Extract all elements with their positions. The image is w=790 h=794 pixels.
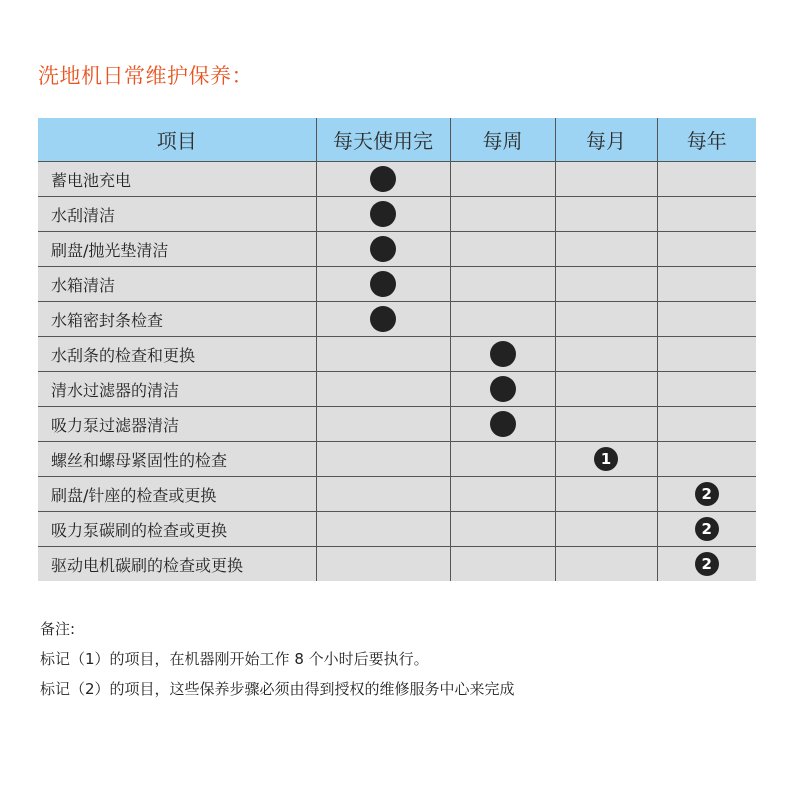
cell-weekly — [450, 477, 555, 512]
cell-yearly — [657, 267, 756, 302]
cell-daily — [316, 302, 450, 337]
table-row — [38, 442, 756, 477]
cell-daily — [316, 197, 450, 232]
table-row — [38, 372, 756, 407]
item-name: 刷盘/针座的检查或更换 — [38, 477, 316, 512]
cell-weekly — [450, 547, 555, 582]
table-row — [38, 337, 756, 372]
numbered-circle-icon: 2 — [695, 482, 719, 506]
cell-yearly — [657, 197, 756, 232]
header-yearly: 每年 — [657, 118, 756, 162]
notes-section — [40, 614, 515, 704]
cell-daily — [316, 407, 450, 442]
cell-weekly — [450, 372, 555, 407]
item-name: 吸力泵碳刷的检查或更换 — [38, 512, 316, 547]
cell-yearly — [657, 337, 756, 372]
cell-monthly — [555, 197, 657, 232]
cell-yearly — [657, 442, 756, 477]
cell-weekly — [450, 267, 555, 302]
cell-weekly — [450, 162, 555, 197]
table-row — [38, 407, 756, 442]
cell-yearly — [657, 547, 756, 582]
cell-yearly — [657, 372, 756, 407]
header-daily: 每天使用完 — [316, 118, 450, 162]
table-row — [38, 232, 756, 267]
table-body — [38, 162, 756, 582]
filled-circle-icon — [490, 411, 516, 437]
note-line-1: 标记（1）的项目，在机器刚开始工作 8 个小时后要执行。 — [40, 650, 429, 668]
table-row — [38, 267, 756, 302]
table-row — [38, 547, 756, 582]
table-row — [38, 302, 756, 337]
cell-yearly — [657, 232, 756, 267]
cell-yearly — [657, 407, 756, 442]
header-monthly: 每月 — [555, 118, 657, 162]
numbered-circle-icon: 2 — [695, 552, 719, 576]
item-name: 螺丝和螺母紧固性的检查 — [38, 442, 316, 477]
cell-daily — [316, 477, 450, 512]
cell-daily — [316, 267, 450, 302]
cell-daily — [316, 547, 450, 582]
page-title: 洗地机日常维护保养： — [38, 64, 253, 88]
cell-monthly — [555, 477, 657, 512]
table-row — [38, 197, 756, 232]
cell-monthly — [555, 302, 657, 337]
numbered-circle-icon: 2 — [695, 517, 719, 541]
filled-circle-icon — [490, 376, 516, 402]
header-item: 项目 — [38, 118, 316, 162]
table-row — [38, 477, 756, 512]
note-line-2: 标记（2）的项目，这些保养步骤必须由得到授权的维修服务中心来完成 — [40, 680, 515, 698]
item-name: 水刮条的检查和更换 — [38, 337, 316, 372]
cell-monthly — [555, 372, 657, 407]
cell-weekly — [450, 407, 555, 442]
table-header-row — [38, 118, 756, 162]
filled-circle-icon — [490, 341, 516, 367]
item-name: 蓄电池充电 — [38, 162, 316, 197]
header-weekly: 每周 — [450, 118, 555, 162]
notes-heading: 备注: — [40, 620, 76, 638]
cell-monthly — [555, 407, 657, 442]
cell-weekly — [450, 442, 555, 477]
cell-monthly — [555, 267, 657, 302]
cell-monthly — [555, 547, 657, 582]
cell-yearly — [657, 477, 756, 512]
numbered-circle-icon: 1 — [594, 447, 618, 471]
table-row — [38, 162, 756, 197]
filled-circle-icon — [370, 271, 396, 297]
item-name: 水刮清洁 — [38, 197, 316, 232]
cell-daily — [316, 512, 450, 547]
cell-daily — [316, 337, 450, 372]
item-name: 刷盘/抛光垫清洁 — [38, 232, 316, 267]
cell-monthly — [555, 337, 657, 372]
item-name: 驱动电机碳刷的检查或更换 — [38, 547, 316, 582]
cell-weekly — [450, 232, 555, 267]
item-name: 清水过滤器的清洁 — [38, 372, 316, 407]
cell-daily — [316, 162, 450, 197]
filled-circle-icon — [370, 166, 396, 192]
item-name: 吸力泵过滤器清洁 — [38, 407, 316, 442]
cell-yearly — [657, 162, 756, 197]
cell-daily — [316, 372, 450, 407]
cell-monthly — [555, 442, 657, 477]
filled-circle-icon — [370, 236, 396, 262]
cell-monthly — [555, 232, 657, 267]
item-name: 水箱密封条检查 — [38, 302, 316, 337]
cell-monthly — [555, 162, 657, 197]
cell-monthly — [555, 512, 657, 547]
cell-weekly — [450, 197, 555, 232]
filled-circle-icon — [370, 306, 396, 332]
cell-yearly — [657, 302, 756, 337]
table-row — [38, 512, 756, 547]
cell-yearly — [657, 512, 756, 547]
cell-daily — [316, 442, 450, 477]
cell-weekly — [450, 302, 555, 337]
cell-weekly — [450, 337, 555, 372]
maintenance-table — [38, 118, 756, 581]
item-name: 水箱清洁 — [38, 267, 316, 302]
cell-weekly — [450, 512, 555, 547]
cell-daily — [316, 232, 450, 267]
filled-circle-icon — [370, 201, 396, 227]
